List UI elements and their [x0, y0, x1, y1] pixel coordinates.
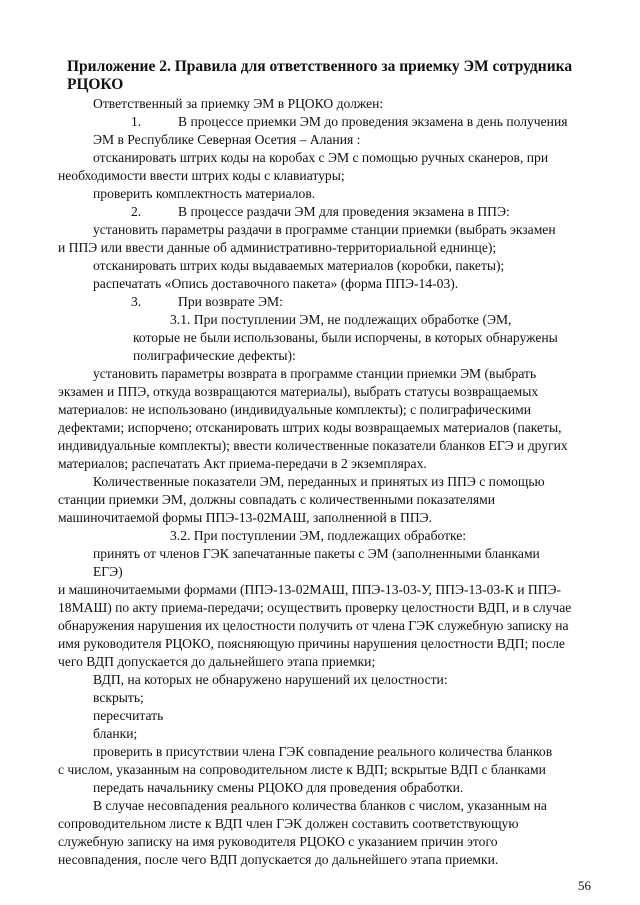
text-line: проверить в присутствии члена ГЭК совпадение реального количества бланков	[93, 744, 553, 759]
list-number: 1.	[131, 114, 142, 129]
list-number: 2.	[131, 204, 142, 219]
text-line: бланки;	[93, 726, 138, 741]
text-line: экзамен и ППЭ, откуда возвращаются материалы), выбрать статусы возвращаемых	[58, 384, 539, 399]
text-line: дефектами; испорчено; отсканировать штрих коды возвращаемых материалов (пакеты,	[58, 420, 562, 435]
text-line: ЭМ в Республике Северная Осетия – Алания :	[93, 132, 361, 147]
text-line: необходимости ввести штрих коды с клавиатуры;	[58, 168, 345, 183]
title-line-1: Приложение 2. Правила для ответственного за приемку ЭМ сотрудника	[67, 58, 573, 75]
text-line: несовпадения, после чего ВДП допускается до дальнейшего этапа приемки.	[58, 852, 499, 867]
text-line: вскрыть;	[93, 690, 144, 705]
text-line: полиграфические дефекты):	[133, 348, 296, 363]
text-line: При возврате ЭМ:	[178, 294, 283, 309]
text-line: В случае несовпадения реального количества бланков с числом, указанным на	[93, 798, 547, 813]
list-number: 3.	[131, 294, 142, 309]
text-line: В процессе приемки ЭМ до проведения экзамена в день получения	[178, 114, 568, 129]
text-line: обнаружения нарушения их целостности получить от члена ГЭК служебную записку на	[58, 618, 569, 633]
text-line: установить параметры возврата в программе станции приемки ЭМ (выбрать	[93, 366, 537, 381]
text-line: служебную записку на имя руководителя РЦОКО с указанием причин этого	[58, 834, 498, 849]
text-line: установить параметры раздачи в программе станции приемки (выбрать экзамен	[93, 222, 556, 237]
text-line: материалов; распечатать Акт приема-передачи в 2 экземплярах.	[58, 456, 427, 471]
text-line: и машиночитаемыми формами (ППЭ-13-02МАШ, ППЭ-13-03-У, ППЭ-13-03-К и ППЭ-	[58, 582, 562, 597]
text-line: чего ВДП допускается до дальнейшего этапа приемки;	[58, 654, 376, 669]
title-line-2: РЦОКО	[67, 76, 124, 93]
text-line: 3.2. При поступлении ЭМ, подлежащих обработке:	[170, 528, 467, 543]
text-line: ВДП, на которых не обнаружено нарушений их целостности:	[93, 672, 448, 687]
text-line: машиночитаемой формы ППЭ-13-02МАШ, заполненной в ППЭ.	[58, 510, 433, 525]
text-line: ЕГЭ)	[93, 564, 123, 579]
text-line: 3.1. При поступлении ЭМ, не подлежащих обработке (ЭМ,	[170, 312, 512, 327]
text-line: которые не были использованы, были испорчены, в которых обнаружены	[133, 330, 558, 345]
text-line: распечатать «Опись доставочного пакета» (форма ППЭ-14-03).	[93, 276, 459, 291]
text-line: сопроводительном листе к ВДП член ГЭК должен составить соответствующую	[58, 816, 519, 831]
text-line: Ответственный за приемку ЭМ в РЦОКО должен:	[93, 96, 384, 111]
text-line: имя руководителя РЦОКО, поясняющую причины нарушения целостности ВДП; после	[58, 636, 565, 651]
text-line: с числом, указанным на сопроводительном листе к ВДП; вскрытые ВДП с бланками	[58, 762, 546, 777]
text-line: отсканировать штрих коды на коробах с ЭМ с помощью ручных сканеров, при	[93, 150, 549, 165]
text-line: 18МАШ) по акту приема-передачи; осуществить проверку целостности ВДП, и в случае	[58, 600, 572, 615]
text-line: В процессе раздачи ЭМ для проведения экзамена в ППЭ:	[178, 204, 510, 219]
text-line: индивидуальные комплекты); ввести количественные показатели бланков ЕГЭ и других	[58, 438, 568, 453]
text-line: отсканировать штрих коды выдаваемых материалов (коробки, пакеты);	[93, 258, 505, 273]
text-line: проверить комплектность материалов.	[93, 186, 316, 201]
text-line: передать начальнику смены РЦОКО для проведения обработки.	[93, 780, 464, 795]
text-line: принять от членов ГЭК запечатанные пакеты с ЭМ (заполненными бланками	[93, 546, 540, 561]
text-line: пересчитать	[93, 708, 164, 723]
text-line: станции приемки ЭМ, должны совпадать с количественными показателями	[58, 492, 495, 507]
page-number: 56	[578, 878, 591, 893]
text-line: Количественные показатели ЭМ, переданных и принятых из ППЭ с помощью	[93, 474, 545, 489]
text-line: материалов: не использовано (индивидуальные комплекты); с полиграфическими	[58, 402, 531, 417]
text-line: и ППЭ или ввести данные об административно-территориальной еднинце);	[58, 240, 497, 255]
